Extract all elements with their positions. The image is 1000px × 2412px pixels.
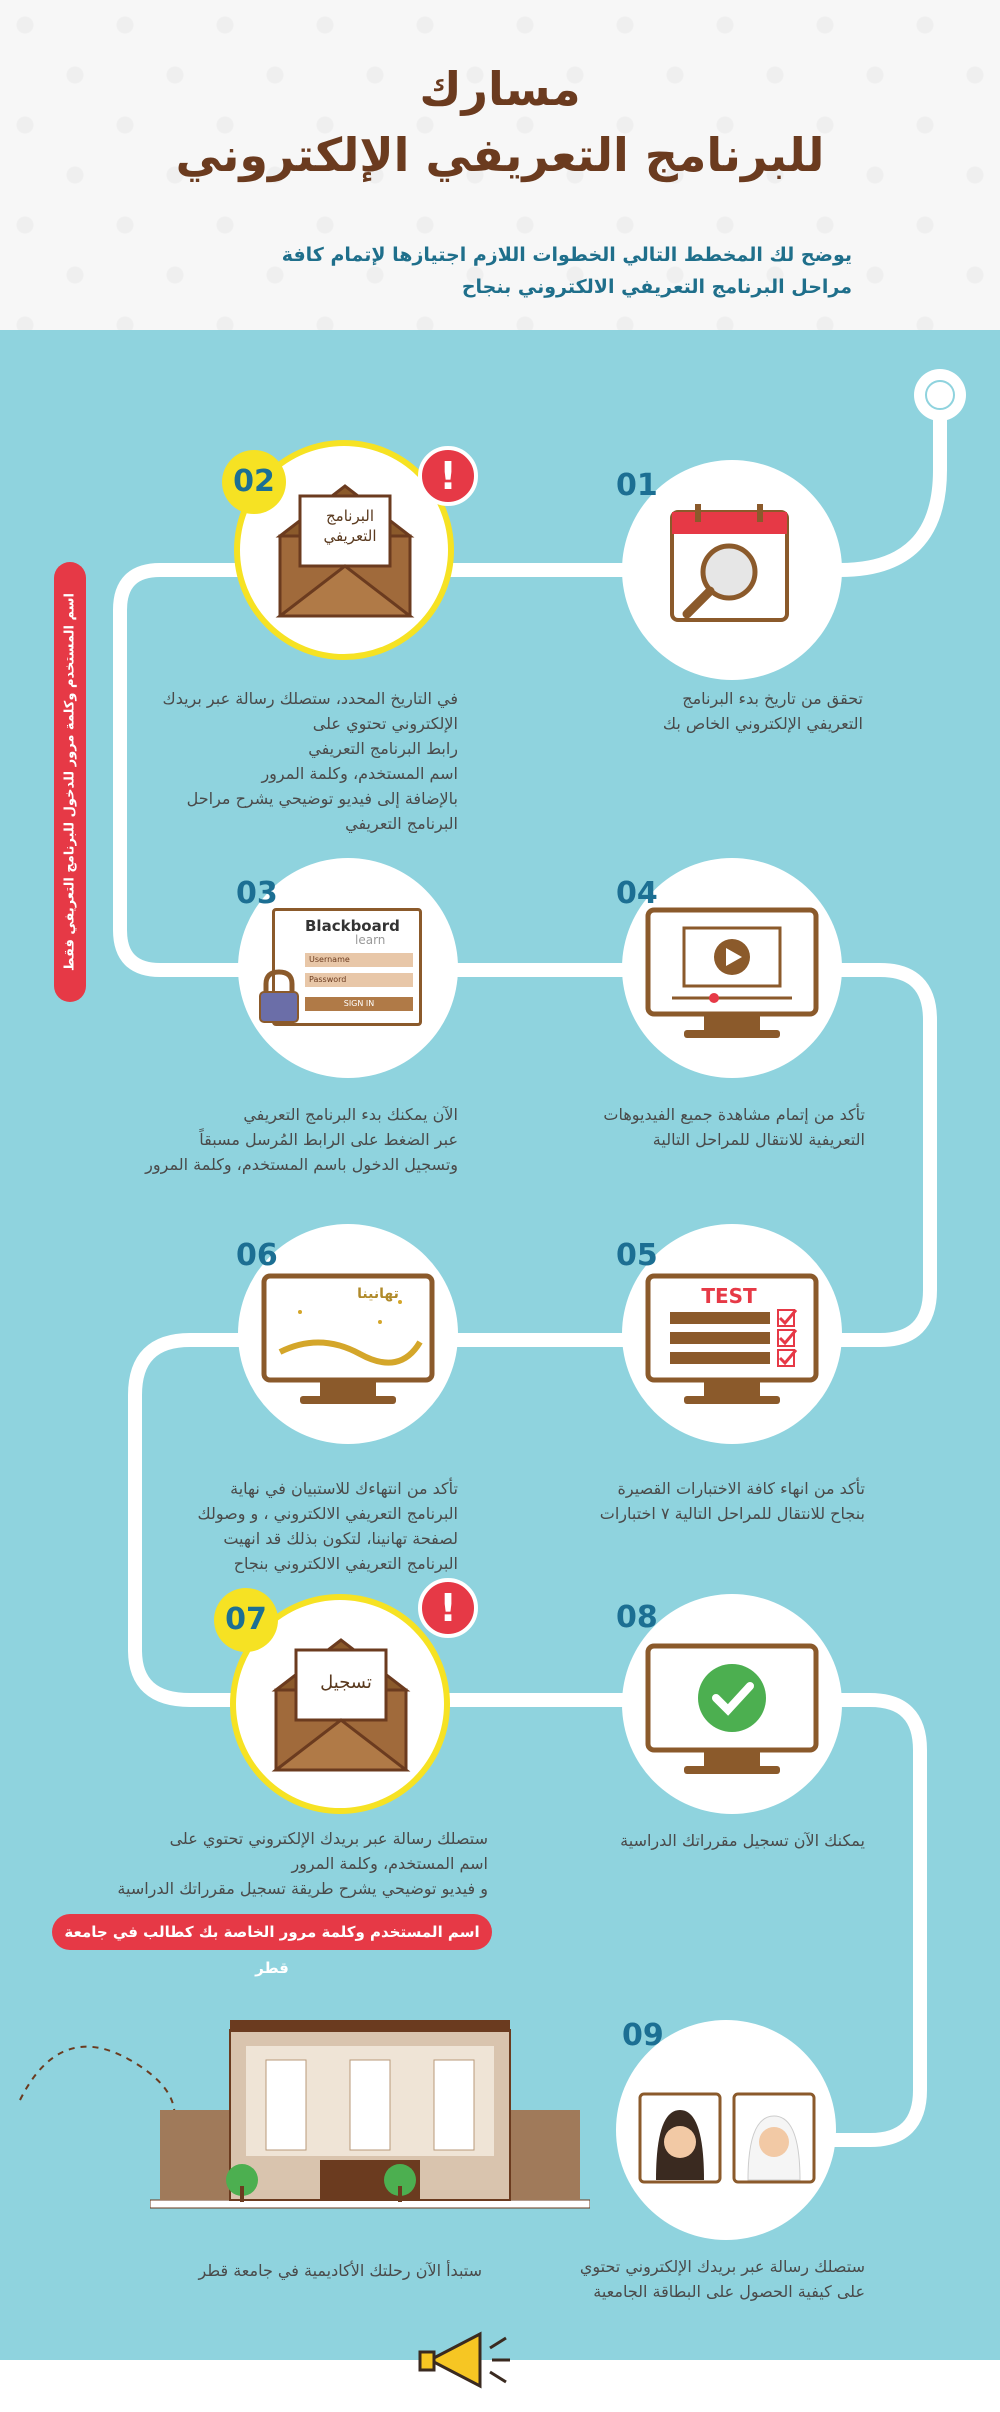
step-05-text — [535, 1476, 865, 1526]
step-text-line: تأكد من انهاء كافة الاختبارات القصيرة — [617, 1479, 865, 1498]
step-text-line: الآن يمكنك بدء البرنامج التعريفي — [243, 1105, 458, 1124]
step-text-line: وتسجيل الدخول باسم المستخدم، وكلمة المرور — [145, 1155, 458, 1174]
id-cards-icon — [636, 2090, 818, 2190]
login-sub: learn — [355, 933, 386, 947]
video-monitor-icon — [644, 906, 820, 1046]
step-text-line: التعريفي الإلكتروني الخاص بك — [662, 714, 863, 733]
step-08-text — [535, 1828, 865, 1853]
login-username-field: Username — [305, 953, 413, 967]
step-text-line: تأكد من إتمام مشاهدة جميع الفيديوهات — [603, 1105, 865, 1124]
step-04-text — [535, 1102, 865, 1152]
envelope-icon — [270, 476, 420, 626]
envelope-letter-text: البرنامج التعريفي — [323, 507, 377, 545]
test-label: TEST — [701, 1284, 757, 1308]
step-text-line: اسم المستخدم، وكلمة المرور — [261, 764, 458, 783]
final-text: ستبدأ الآن رحلتك الأكاديمية في جامعة قطر — [198, 2261, 482, 2280]
student-credentials-note: اسم المستخدم وكلمة مرور الخاصة بك كطالب في جامعة قطر — [52, 1914, 492, 1950]
step-06-text — [128, 1476, 458, 1576]
step-04-number: 04 — [616, 876, 658, 911]
step-text-line: في التاريخ المحدد، ستصلك رسالة عبر بريدك — [162, 689, 458, 708]
step-03-text — [128, 1102, 458, 1177]
login-brand: Blackboard — [305, 917, 400, 935]
login-signin-button: SIGN IN — [305, 997, 413, 1011]
step-07-number: 07 — [214, 1588, 278, 1652]
step-text-line: تحقق من تاريخ بدء البرنامج — [682, 689, 863, 708]
step-09-number: 09 — [622, 2018, 664, 2053]
side-note-text: اسم المستخدم وكلمة مرور للدخول للبرنامج التعريفي فقط — [62, 593, 78, 971]
page-title: مسارك — [419, 62, 581, 116]
step-06-number: 06 — [236, 1238, 278, 1273]
step-text-line: ستصلك رسالة عبر بريدك الإلكتروني تحتوي — [579, 2257, 865, 2276]
step-text-line: الإلكتروني تحتوي على — [312, 714, 458, 733]
step-text-line: البرنامج التعريفي الالكتروني ، و وصولك — [197, 1504, 458, 1523]
step-07-text — [28, 1826, 488, 1901]
step-text-line: رابط البرنامج التعريفي — [308, 739, 458, 758]
congrats-label: تهانينا — [357, 1286, 399, 1302]
step-text-line: ستصلك رسالة عبر بريدك الإلكتروني تحتوي على — [169, 1829, 488, 1848]
step-text-line: لصفحة تهانينا، لتكون بذلك قد انهيت — [223, 1529, 458, 1548]
checkmark-monitor-icon — [644, 1642, 820, 1782]
step-text-line: اسم المستخدم، وكلمة المرور — [291, 1854, 488, 1873]
step-text-line: على كيفية الحصول على البطاقة الجامعية — [593, 2282, 865, 2301]
megaphone-icon — [410, 2320, 520, 2400]
step-03-number: 03 — [236, 876, 278, 911]
envelope-icon — [266, 1630, 416, 1780]
intro-line-1: يوضح لك المخطط التالي الخطوات اللازم اجتيازها لإتمام كافة — [281, 244, 852, 266]
step-02-number: 02 — [222, 450, 286, 514]
login-password-field: Password — [305, 973, 413, 987]
calendar-search-icon — [667, 500, 797, 630]
step-09-text — [535, 2254, 865, 2304]
step-01-number: 01 — [616, 468, 658, 503]
step-text-line: تأكد من انتهاءك للاستبيان في نهاية — [230, 1479, 458, 1498]
step-05-number: 05 — [616, 1238, 658, 1273]
step-text-line: و فيديو توضيحي يشرح طريقة تسجيل مقرراتك الدراسية — [117, 1879, 488, 1898]
step-08-number: 08 — [616, 1600, 658, 1635]
step-text-line: بالإضافة إلى فيديو توضيحي يشرح مراحل — [186, 789, 458, 808]
side-note-pill — [54, 562, 86, 1002]
step-text-line: يمكنك الآن تسجيل مقرراتك الدراسية — [620, 1831, 865, 1850]
university-building-icon — [150, 2000, 590, 2220]
step-09-circle — [616, 2020, 836, 2240]
step-01-text — [533, 686, 863, 736]
alert-icon: ! — [418, 446, 478, 506]
step-02-text — [128, 686, 458, 836]
page-subtitle: للبرنامج التعريفي الإلكتروني — [175, 128, 825, 182]
intro-line-2: مراحل البرنامج التعريفي الالكتروني بنجاح — [461, 276, 852, 298]
alert-icon: ! — [418, 1578, 478, 1638]
step-text-line: عبر الضغط على الرابط المُرسل مسبقاً — [199, 1130, 458, 1149]
step-text-line: التعريفية للانتقال للمراحل التالية — [652, 1130, 865, 1149]
padlock-icon — [256, 968, 302, 1026]
step-text-line: البرنامج التعريفي الالكتروني بنجاح — [233, 1554, 458, 1573]
step-text-line: البرنامج التعريفي — [345, 814, 458, 833]
step-text-line: بنجاح للانتقال للمراحل التالية ٧ اختبارات — [599, 1504, 865, 1523]
envelope-letter-text: تسجيل — [320, 1672, 372, 1693]
